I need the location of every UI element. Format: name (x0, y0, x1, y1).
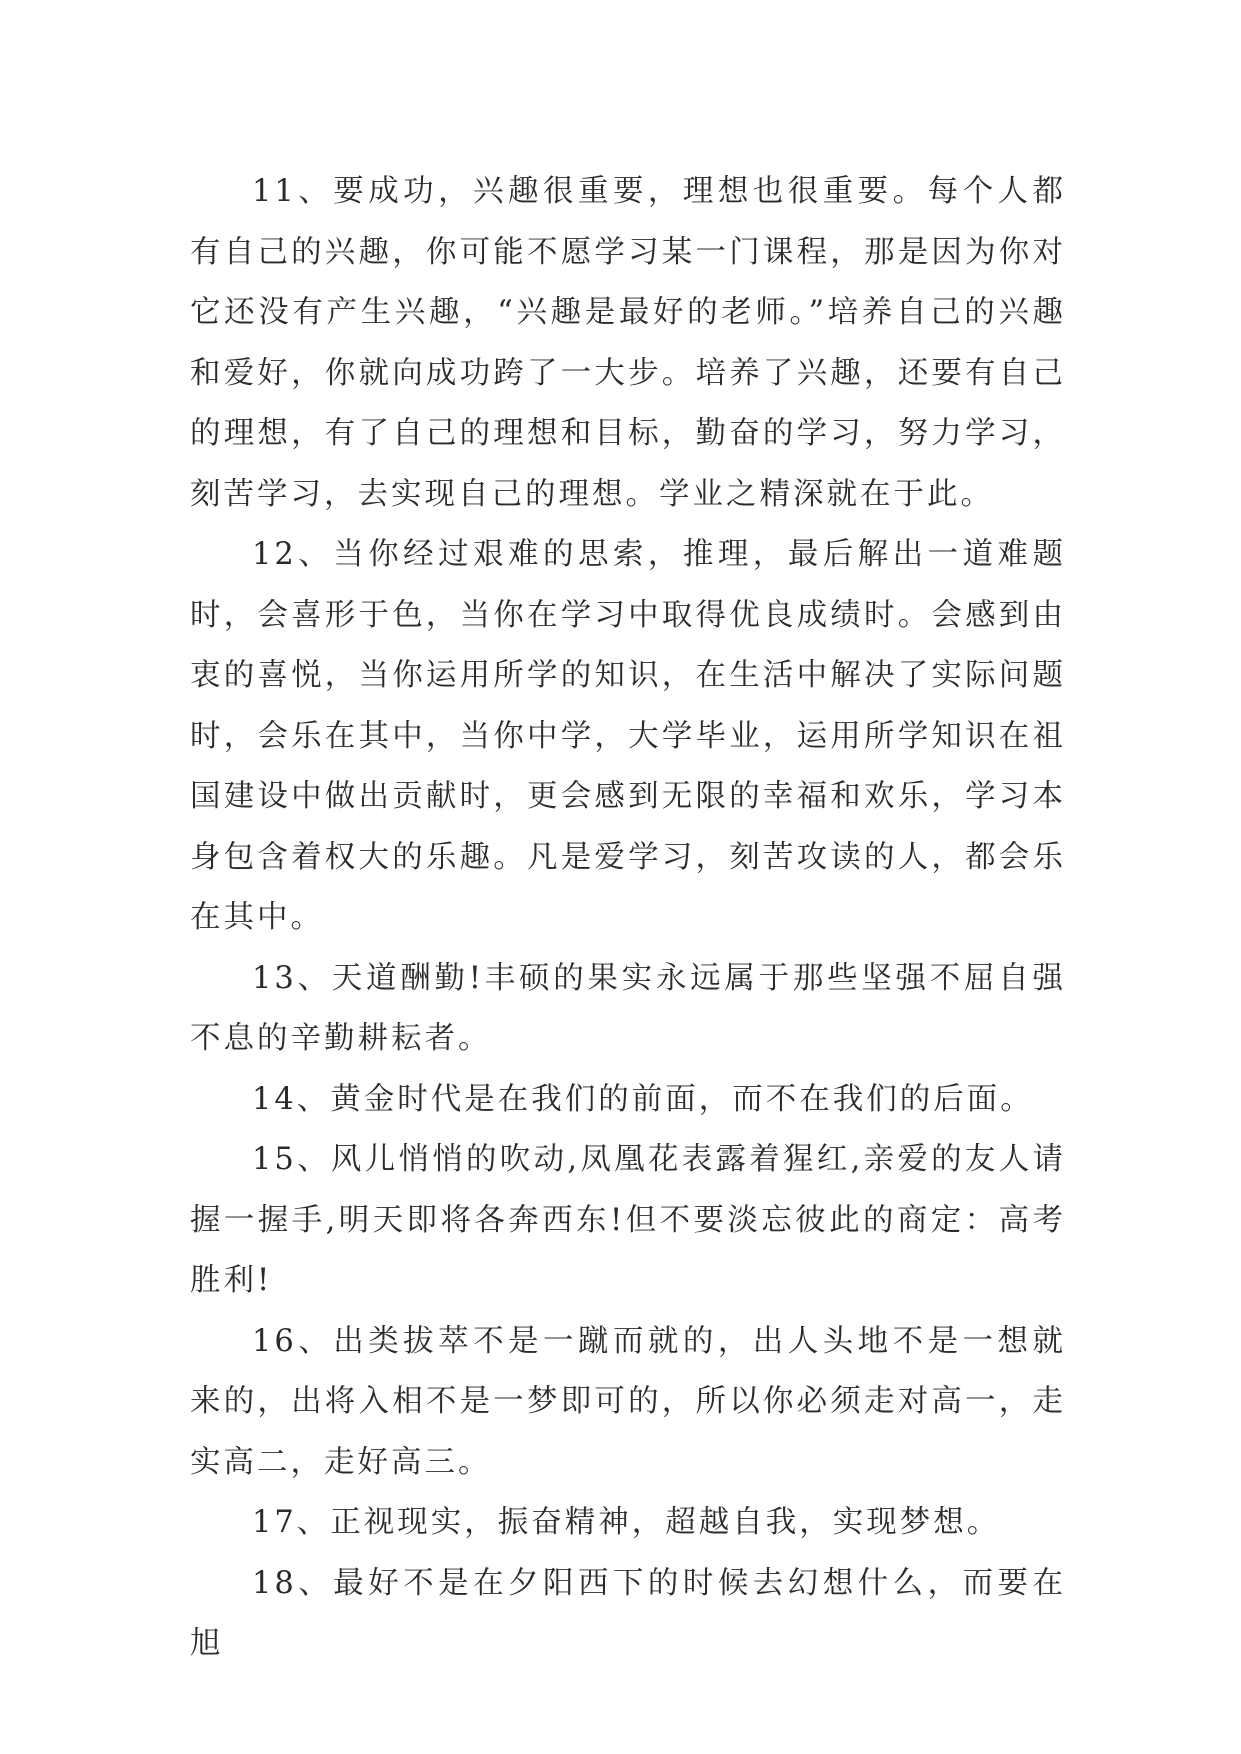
paragraph-15: 15、风儿悄悄的吹动,凤凰花表露着猩红,亲爱的友人请握一握手,明天即将各奔西东!但不要淡忘彼此的商定：高考胜利! (190, 1142, 1066, 1298)
paragraph-18: 18、最好不是在夕阳西下的时候去幻想什么，而要在旭 (190, 1565, 1066, 1661)
document-body (190, 162, 1066, 1675)
paragraph-14: 14、黄金时代是在我们的前面，而不在我们的后面。 (252, 1081, 1034, 1117)
paragraph-16: 16、出类拔萃不是一蹴而就的，出人头地不是一想就来的，出将入相不是一梦即可的，所以你必须走对高一，走实高二，走好高三。 (190, 1323, 1066, 1480)
paragraph-13: 13、天道酬勤!丰硕的果实永远属于那些坚强不屈自强不息的辛勤耕耘者。 (190, 960, 1066, 1056)
paragraph-17: 17、正视现实，振奋精神，超越自我，实现梦想。 (252, 1505, 1001, 1540)
paragraph-11: 11、要成功，兴趣很重要，理想也很重要。每个人都有自己的兴趣，你可能不愿学习某一门课程，那是因为你对它还没有产生兴趣，“兴趣是最好的老师。”培养自己的兴趣和爱好，你就向成功跨了一大步。培养了兴趣，还要有自己的理想，有了自己的理想和目标，勤奋的学习，努力学习，刻苦学习，去实现自己的理想。学业之精深就在于此。 (190, 174, 1066, 512)
paragraph-12: 12、当你经过艰难的思索，推理，最后解出一道难题时，会喜形于色，当你在学习中取得优良成绩时。会感到由衷的喜悦，当你运用所学的知识，在生活中解决了实际问题时，会乐在其中，当你中学，大学毕业，运用所学知识在祖国建设中做出贡献时，更会感到无限的幸福和欢乐，学习本身包含着权大的乐趣。凡是爱学习，刻苦攻读的人，都会乐在其中。 (190, 537, 1066, 935)
